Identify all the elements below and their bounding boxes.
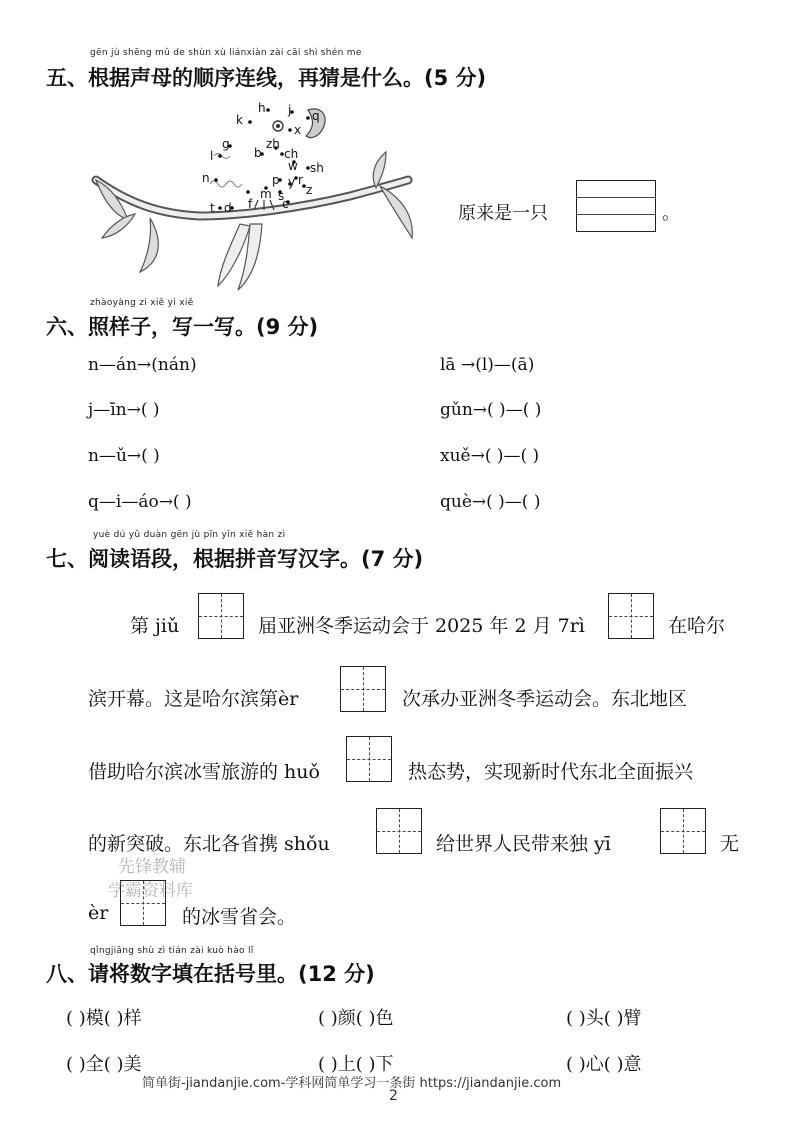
svg-text:y: y bbox=[288, 175, 296, 189]
idiom-fill-item[interactable]: ( )上( )下 bbox=[318, 1054, 394, 1075]
parrot-dot-to-dot-illustration bbox=[90, 96, 420, 292]
svg-text:c: c bbox=[282, 197, 289, 211]
svg-text:m: m bbox=[260, 187, 272, 201]
paragraph-text: 滨开幕。这是哈尔滨第èr bbox=[88, 688, 299, 710]
svg-text:k: k bbox=[236, 113, 243, 127]
exercise-left-3[interactable]: n—ǔ→( ) bbox=[88, 446, 160, 466]
exercise-right-3[interactable]: xuě→( )—( ) bbox=[440, 446, 540, 466]
svg-text:ch: ch bbox=[284, 147, 299, 161]
char-box-shou[interactable] bbox=[376, 808, 422, 854]
watermark: 先锋教辅 bbox=[118, 857, 186, 877]
exercise-left-4[interactable]: q—i—áo→( ) bbox=[88, 492, 192, 512]
svg-text:f: f bbox=[248, 197, 253, 211]
char-box-er[interactable] bbox=[340, 666, 386, 712]
section7-pinyin: yuè dú yǔ duàn gēn jù pīn yīn xiě hàn zì bbox=[93, 530, 286, 540]
svg-text:p: p bbox=[272, 173, 280, 187]
footer-watermark: 简单街-jiandanjie.com-学科网简单学习一条街 https://jiandanjie.com bbox=[142, 1076, 562, 1091]
paragraph-text: 次承办亚洲冬季运动会。东北地区 bbox=[402, 688, 688, 710]
char-box-ri[interactable] bbox=[608, 593, 654, 639]
paragraph-text: 在哈尔 bbox=[668, 615, 726, 637]
idiom-fill-item[interactable]: ( )头( )臂 bbox=[566, 1008, 642, 1029]
char-box-jiu[interactable] bbox=[198, 593, 244, 639]
idiom-fill-item[interactable]: ( )全( )美 bbox=[66, 1054, 142, 1075]
svg-text:g: g bbox=[222, 137, 230, 151]
svg-text:q: q bbox=[312, 109, 320, 123]
paragraph-text: 届亚洲冬季运动会于 2025 年 2 月 7rì bbox=[258, 615, 585, 637]
section8-pinyin: qǐngjiāng shù zì tián zài kuò hào lǐ bbox=[90, 946, 254, 956]
watermark: 学霸资料库 bbox=[108, 881, 193, 901]
section5-title: 五、根据声母的顺序连线，再猜是什么。(5 分) bbox=[46, 66, 487, 90]
svg-text:w: w bbox=[288, 159, 298, 173]
paragraph-text: 热态势，实现新时代东北全面振兴 bbox=[408, 761, 694, 783]
section6-title: 六、照样子，写一写。(9 分) bbox=[46, 315, 319, 339]
svg-text:d: d bbox=[224, 201, 232, 215]
paragraph-text: 给世界人民带来独 yī bbox=[436, 833, 611, 855]
leaf bbox=[140, 218, 158, 272]
section7-title: 七、阅读语段，根据拼音写汉字。(7 分) bbox=[46, 547, 424, 571]
svg-text:s: s bbox=[278, 189, 285, 203]
example-left-1: n—án→(nán) bbox=[88, 355, 197, 375]
section6-pinyin: zhàoyàng zi xiě yi xiě bbox=[90, 298, 194, 308]
letter-label: h bbox=[258, 101, 266, 115]
svg-text:zh: zh bbox=[266, 137, 280, 151]
idiom-fill-item[interactable]: ( )心( )意 bbox=[566, 1054, 642, 1075]
svg-text:b: b bbox=[254, 146, 262, 160]
example-right-1: lā →(l)—(ā) bbox=[440, 355, 535, 375]
page-number: 2 bbox=[389, 1088, 398, 1104]
paragraph-text: 无 bbox=[720, 833, 740, 855]
paragraph-text: 的新突破。东北各省携 shǒu bbox=[88, 833, 330, 855]
answer-writing-box[interactable] bbox=[576, 180, 656, 232]
idiom-fill-item[interactable]: ( )模( )样 bbox=[66, 1008, 142, 1029]
answer-prefix: 原来是一只 bbox=[458, 203, 548, 224]
paragraph-text: èr bbox=[88, 902, 109, 924]
leaf bbox=[102, 214, 135, 238]
paragraph-text: 借助哈尔滨冰雪旅游的 huǒ bbox=[88, 761, 320, 783]
svg-text:j: j bbox=[288, 103, 292, 117]
svg-text:x: x bbox=[294, 123, 302, 137]
svg-text:t: t bbox=[210, 201, 215, 215]
svg-text:r: r bbox=[298, 173, 303, 187]
svg-text:z: z bbox=[306, 183, 313, 197]
exercise-right-2[interactable]: gǔn→( )—( ) bbox=[440, 400, 542, 420]
exercise-left-2[interactable]: j—īn→( ) bbox=[88, 400, 160, 420]
idiom-fill-item[interactable]: ( )颜( )色 bbox=[318, 1008, 394, 1029]
answer-suffix: 。 bbox=[662, 203, 680, 224]
paragraph-text: 的冰雪省会。 bbox=[182, 906, 297, 928]
char-box-huo[interactable] bbox=[346, 736, 392, 782]
section8-title: 八、请将数字填在括号里。(12 分) bbox=[46, 962, 375, 986]
svg-text:sh: sh bbox=[310, 161, 324, 175]
exercise-right-4[interactable]: què→( )—( ) bbox=[440, 492, 541, 512]
char-box-yi[interactable] bbox=[660, 808, 706, 854]
svg-text:l: l bbox=[210, 149, 214, 163]
paragraph-text: 第 jiǔ bbox=[130, 615, 180, 637]
svg-text:n: n bbox=[202, 171, 210, 185]
section5-pinyin: gēn jù shēng mǔ de shùn xù liánxiàn zài cāi shì shén me bbox=[90, 48, 362, 58]
leaf bbox=[380, 186, 412, 238]
